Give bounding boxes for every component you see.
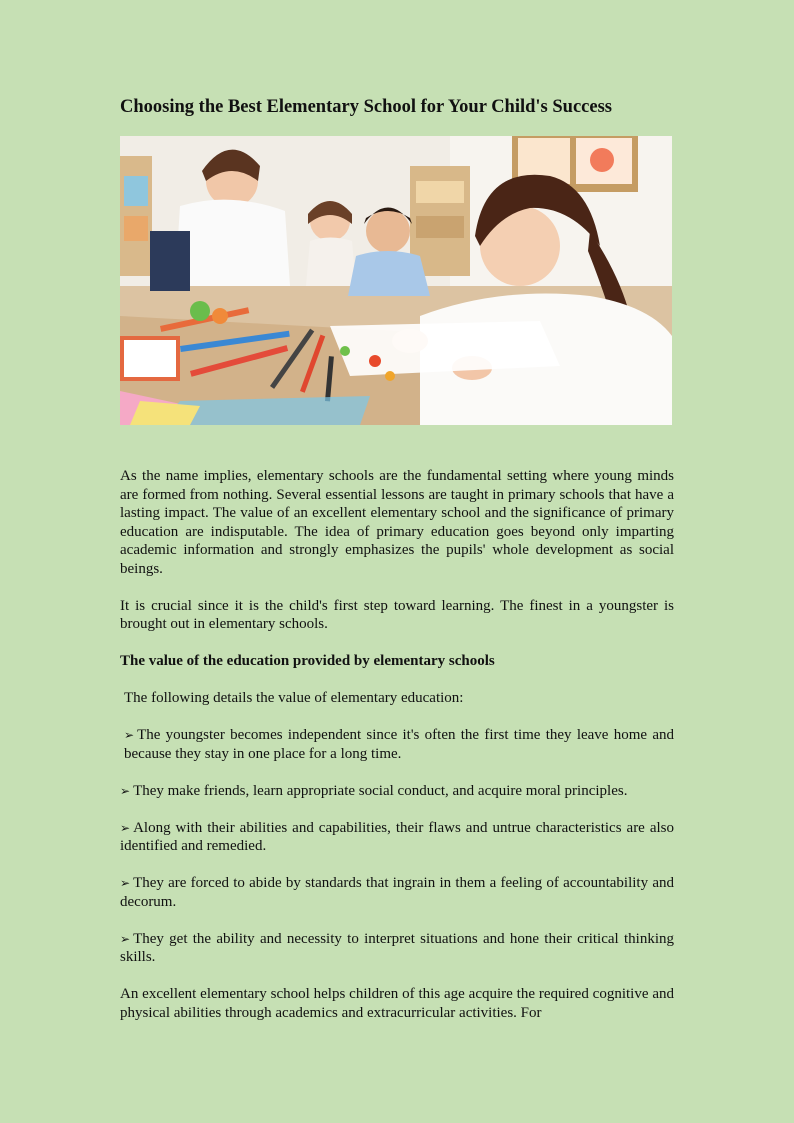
bullet-text: They get the ability and necessity to interpret situations and hone their critical thinking skills. <box>120 930 674 965</box>
arrow-bullet-icon: ➢ <box>120 931 131 946</box>
bullet-item <box>120 782 674 801</box>
bullet-item <box>120 930 674 967</box>
closing-paragraph: An excellent elementary school helps children of this age acquire the required cognitive and physical abilities through academics and extracurricular activities. For <box>120 986 674 1021</box>
hero-image <box>120 136 672 425</box>
lead-in-text: The following details the value of elementary education: <box>124 690 464 706</box>
bullet-item <box>120 819 674 856</box>
arrow-bullet-icon: ➢ <box>120 783 131 798</box>
section-subheading: The value of the education provided by elementary schools <box>120 653 495 669</box>
arrow-bullet-icon: ➢ <box>120 820 131 835</box>
document-title: Choosing the Best Elementary School for Your Child's Success <box>120 97 612 117</box>
arrow-bullet-icon: ➢ <box>124 728 135 742</box>
bullet-text: Along with their abilities and capabilities, their flaws and untrue characteristics are also identified and remedied. <box>120 819 674 854</box>
arrow-bullet-icon: ➢ <box>120 876 131 890</box>
bullet-item <box>120 874 674 911</box>
bullet-text: They are forced to abide by standards that ingrain in them a feeling of accountability and decorum. <box>120 875 674 910</box>
bullet-item <box>120 726 674 763</box>
article-body <box>120 467 674 1041</box>
bullet-text: The youngster becomes independent since it's often the first time they leave home and because they stay in one place for a long time. <box>124 727 674 762</box>
bullet-text: They make friends, learn appropriate social conduct, and acquire moral principles. <box>133 782 628 799</box>
intro-paragraph-2: It is crucial since it is the child's first step toward learning. The finest in a youngster is brought out in elementary schools. <box>120 597 674 632</box>
intro-paragraph-1: As the name implies, elementary schools are the fundamental setting where young minds are formed from nothing. Several essential lessons are taught in primary schools that have a lasting impact. The value of an excellent elementary school and the significance of primary education are indisputable. The idea of primary education goes beyond only imparting academic information and strongly emphasizes the pupils' whole development as social beings. <box>120 468 674 577</box>
